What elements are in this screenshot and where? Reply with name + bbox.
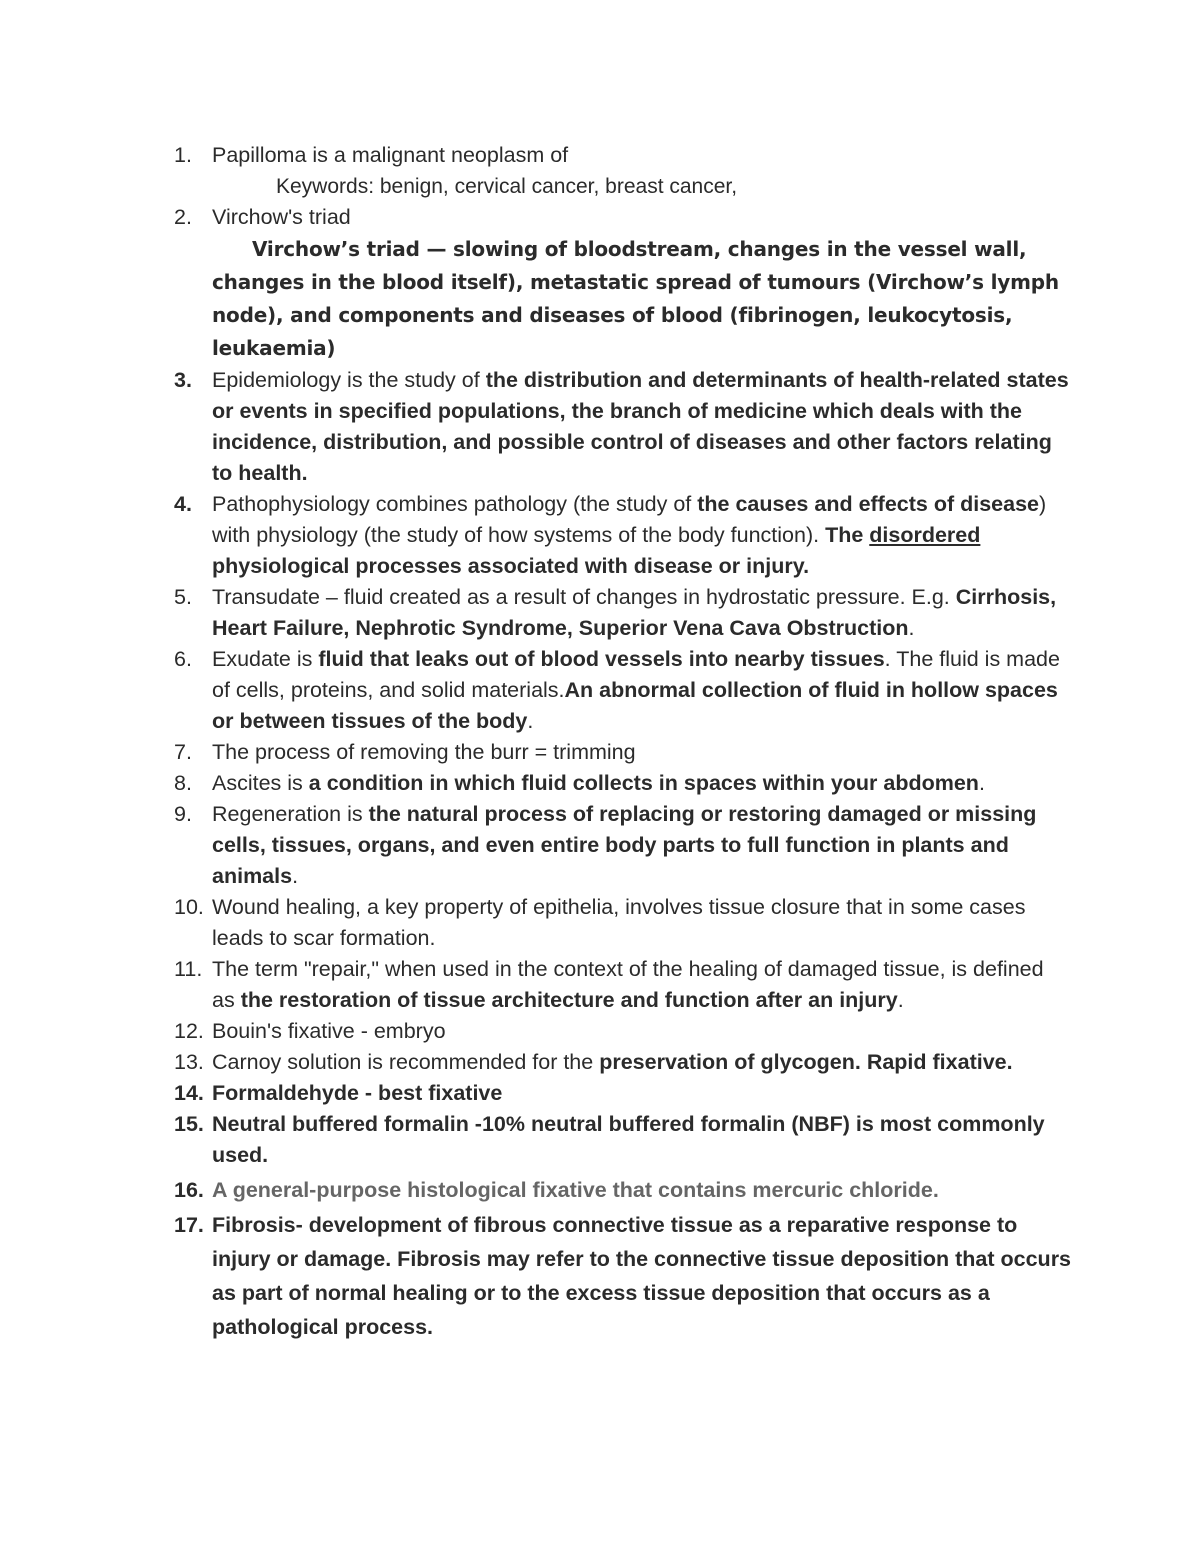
item-text: . bbox=[527, 709, 534, 733]
virchow-detail-rest: changes in the blood itself), metastatic spread of tumours (Virchow’s lymph node), and components and diseases of blood (fibrinogen, leukocytosis, leukaemia) bbox=[212, 270, 1059, 360]
item-text: Virchow's triad bbox=[212, 205, 351, 229]
list-item bbox=[0, 1109, 1072, 1171]
item-text: Papilloma is a malignant neoplasm of bbox=[212, 143, 569, 167]
item-text: Pathophysiology combines pathology (the study of bbox=[212, 492, 698, 516]
item-bold-text: fluid that leaks out of blood vessels into nearby tissues bbox=[318, 647, 885, 671]
item-text: . The fluid is made of cells, proteins, and solid materials. bbox=[212, 647, 1060, 702]
list-item bbox=[0, 892, 1072, 954]
list-item bbox=[0, 489, 1072, 582]
item-number: 1. bbox=[174, 143, 192, 167]
list-item bbox=[0, 1016, 1072, 1047]
list-item bbox=[0, 365, 1072, 489]
list-item bbox=[0, 768, 1072, 799]
item-bold-text: A general-purpose histological fixative that contains mercuric chloride. bbox=[212, 1178, 939, 1202]
list-item bbox=[0, 1172, 1072, 1208]
item-text: . bbox=[908, 616, 915, 640]
item-text: Bouin's fixative - embryo bbox=[212, 1019, 446, 1043]
item-number: 6. bbox=[174, 647, 192, 671]
item-bold-text: An abnormal collection of fluid in hollow spaces or between tissues of the body bbox=[212, 678, 1058, 733]
item-bold-text: the distribution and determinants of health-related states or events in specified populations, the branch of medicine which deals with the incidence, distribution, and possible control of diseases and other factors relating to health. bbox=[212, 368, 1069, 485]
item-text: Transudate – fluid created as a result of changes in hydrostatic pressure. E.g. bbox=[212, 585, 956, 609]
list-item bbox=[0, 1078, 1072, 1109]
virchow-detail-first-line: Virchow’s triad — slowing of bloodstream, changes in the vessel wall, bbox=[252, 237, 1027, 261]
list-item bbox=[0, 954, 1072, 1016]
item-text: Wound healing, a key property of epithelia, involves tissue closure that in some cases leads to scar formation. bbox=[212, 895, 1026, 950]
list-item bbox=[0, 202, 1072, 365]
item-number: 8. bbox=[174, 771, 192, 795]
item-text: Regeneration is bbox=[212, 802, 369, 826]
list-item bbox=[0, 644, 1072, 737]
item-number: 12. bbox=[174, 1019, 204, 1043]
item-text: . bbox=[897, 988, 904, 1012]
list-item bbox=[0, 799, 1072, 892]
item-number: 7. bbox=[174, 740, 192, 764]
item-bold-text: the restoration of tissue architecture and function after an injury bbox=[240, 988, 898, 1012]
item-text: ) with physiology (the study of how systems of the body function). bbox=[212, 492, 1047, 547]
item-number: 16. bbox=[174, 1178, 204, 1202]
list-item bbox=[0, 1208, 1072, 1344]
item-bold-text: the causes and effects of disease bbox=[697, 492, 1040, 516]
item-number: 9. bbox=[174, 802, 192, 826]
item-text: . bbox=[978, 771, 985, 795]
item-text: Ascites is bbox=[212, 771, 309, 795]
item-number: 13. bbox=[174, 1050, 204, 1074]
item-bold-text: Formaldehyde - best fixative bbox=[212, 1081, 503, 1105]
item-number: 5. bbox=[174, 585, 192, 609]
item-number: 15. bbox=[174, 1112, 204, 1136]
item-keywords: Keywords: benign, cervical cancer, breast cancer, bbox=[276, 175, 738, 198]
item-number: 3. bbox=[174, 368, 192, 392]
item-bold-text: Neutral buffered formalin -10% neutral buffered formalin (NBF) is most commonly used. bbox=[212, 1112, 1045, 1167]
item-number: 4. bbox=[174, 492, 192, 516]
item-bold-text: Fibrosis- development of fibrous connective tissue as a reparative response to injury or damage. Fibrosis may refer to the connective tissue deposition that occurs as part of normal healing or to the excess tissue deposition that occurs as a pathological process. bbox=[212, 1213, 1072, 1339]
item-number: 17. bbox=[174, 1213, 204, 1237]
item-bold-text: physiological processes associated with disease or injury. bbox=[212, 554, 810, 578]
list-item bbox=[0, 1047, 1072, 1078]
item-underlined-text: disordered bbox=[869, 523, 981, 547]
item-bold-text: the natural process of replacing or restoring damaged or missing cells, tissues, organs, and even entire body parts to full function in plants and animals bbox=[212, 802, 1037, 888]
item-number: 10. bbox=[174, 895, 204, 919]
item-text: Carnoy solution is recommended for the bbox=[212, 1050, 600, 1074]
item-text: . bbox=[292, 864, 299, 888]
item-number: 2. bbox=[174, 205, 192, 229]
item-number: 11. bbox=[174, 957, 203, 981]
item-bold-text: a condition in which fluid collects in spaces within your abdomen bbox=[308, 771, 979, 795]
list-item bbox=[0, 582, 1072, 644]
item-number: 14. bbox=[174, 1081, 204, 1105]
item-text: The process of removing the burr = trimming bbox=[212, 740, 636, 764]
item-text: The term "repair," when used in the context of the healing of damaged tissue, is defined as bbox=[212, 957, 1044, 1012]
virchow-triad-detail bbox=[212, 233, 1072, 365]
list-item bbox=[0, 140, 1072, 202]
item-text: Epidemiology is the study of bbox=[212, 368, 486, 392]
numbered-list bbox=[0, 140, 1200, 1344]
list-item bbox=[0, 737, 1072, 768]
item-bold-text: preservation of glycogen. Rapid fixative. bbox=[599, 1050, 1013, 1074]
item-text: Exudate is bbox=[212, 647, 319, 671]
item-bold-text: Cirrhosis, Heart Failure, Nephrotic Syndrome, Superior Vena Cava Obstruction bbox=[212, 585, 1057, 640]
item-bold-text: The bbox=[825, 523, 870, 547]
